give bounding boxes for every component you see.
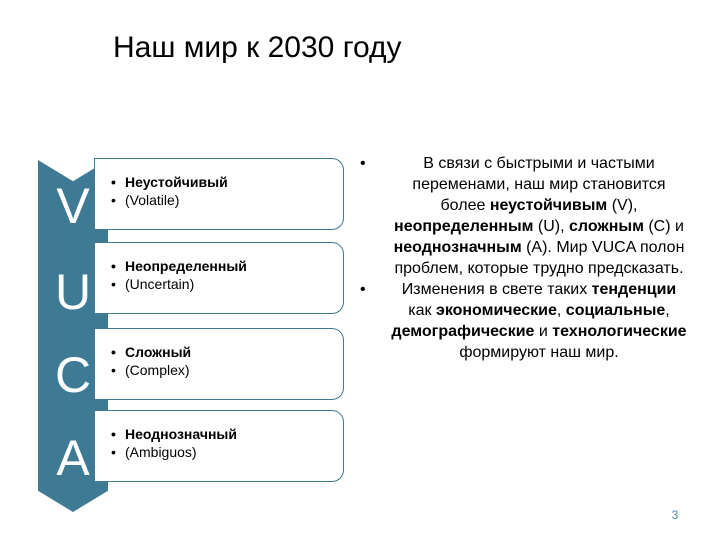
page-number: 3 bbox=[671, 508, 679, 522]
bold-term: экономические bbox=[435, 302, 557, 319]
vuca-box-ambiguous bbox=[94, 410, 344, 482]
bold-term: социальные bbox=[565, 302, 666, 319]
bullet-icon: • bbox=[111, 174, 116, 190]
bullet-icon: • bbox=[111, 192, 116, 208]
text-segment: , bbox=[556, 302, 566, 319]
bold-term: технологические bbox=[552, 323, 687, 340]
vuca-letter-v: V bbox=[56, 178, 90, 234]
bullet-icon: • bbox=[360, 281, 366, 298]
vuca-term: Сложный bbox=[125, 344, 192, 360]
description-text bbox=[360, 153, 690, 363]
vuca-letter-c: C bbox=[54, 347, 92, 403]
bullet-icon: • bbox=[111, 344, 116, 360]
vuca-english: (Volatile) bbox=[125, 192, 180, 208]
vuca-letter-u: U bbox=[54, 264, 92, 320]
text-segment: (C) и bbox=[643, 218, 684, 235]
text-segment: (A). Мир VUCA полон проблем, которые трудно предсказать. bbox=[394, 239, 685, 277]
vuca-english: (Complex) bbox=[125, 362, 190, 378]
bold-term: неоднозначным bbox=[393, 239, 522, 256]
text-segment: формируют наш мир. bbox=[459, 344, 619, 361]
text-segment: Изменения в свете таких bbox=[401, 281, 592, 298]
paragraph-trends bbox=[360, 279, 690, 363]
bullet-icon: • bbox=[111, 362, 116, 378]
text-segment: , bbox=[665, 302, 670, 319]
text-segment: и bbox=[534, 323, 553, 340]
bullet-icon: • bbox=[111, 276, 116, 292]
bold-term: сложным bbox=[568, 218, 644, 235]
text-segment: как bbox=[408, 302, 436, 319]
vuca-english: (Ambiguos) bbox=[125, 444, 197, 460]
bullet-icon: • bbox=[111, 258, 116, 274]
vuca-box-uncertain bbox=[94, 242, 344, 314]
text-segment: (U), bbox=[533, 218, 569, 235]
bold-term: тенденции bbox=[591, 281, 677, 298]
paragraph-vuca bbox=[360, 153, 690, 279]
bold-term: неустойчивым bbox=[489, 197, 608, 214]
bullet-icon: • bbox=[111, 444, 116, 460]
bullet-icon: • bbox=[111, 426, 116, 442]
vuca-letter-a: A bbox=[56, 430, 90, 486]
bold-term: демографические bbox=[391, 323, 535, 340]
vuca-term: Неоднозначный bbox=[125, 426, 237, 442]
vuca-english: (Uncertain) bbox=[125, 276, 195, 292]
slide-title: Наш мир к 2030 году bbox=[113, 31, 402, 64]
vuca-term: Неустойчивый bbox=[125, 174, 228, 190]
vuca-term: Неопределенный bbox=[125, 258, 247, 274]
text-segment: В связи с быстрыми и частыми переменами, наш мир становится более bbox=[412, 155, 666, 214]
bullet-icon: • bbox=[360, 155, 366, 172]
vuca-box-volatile bbox=[94, 158, 344, 230]
vuca-box-complex bbox=[94, 328, 344, 400]
text-segment: (V), bbox=[607, 197, 638, 214]
bold-term: неопределенным bbox=[394, 218, 534, 235]
